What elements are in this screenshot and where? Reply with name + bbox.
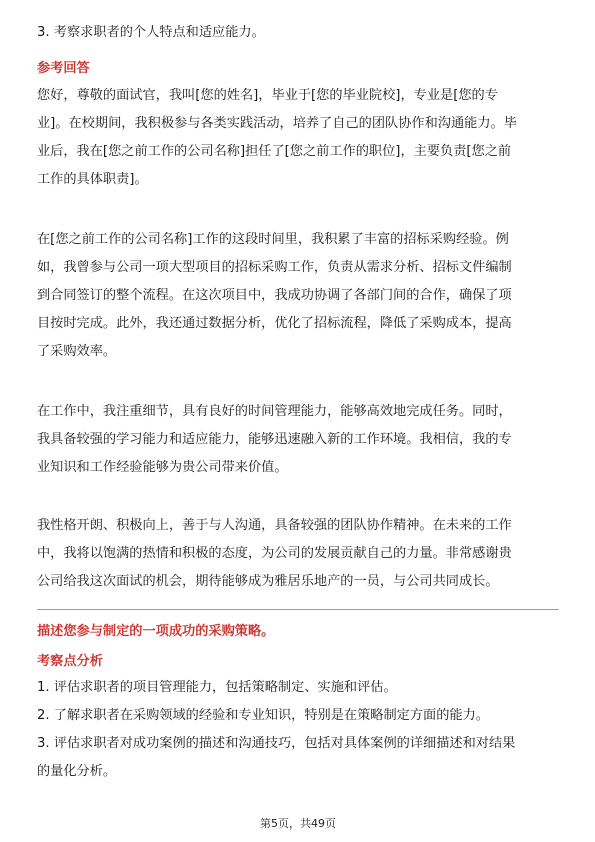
text-line: 目按时完成。此外，我还通过数据分析，优化了招标流程，降低了采购成本，提高 <box>37 316 512 331</box>
list-item: 3. 评估求职者对成功案例的描述和沟通技巧，包括对具体案例的详细描述和对结果 <box>37 736 516 751</box>
text-line: 业]。在校期间，我积极参与各类实践活动，培养了自己的团队协作和沟通能力。毕 <box>37 116 517 131</box>
list-item: 2. 了解求职者在采购领域的经验和专业知识，特别是在策略制定方面的能力。 <box>37 708 489 723</box>
text-line: 我具备较强的学习能力和适应能力，能够迅速融入新的工作环境。我相信，我的专 <box>37 432 512 447</box>
document-page <box>37 0 559 842</box>
page-number: 第5页，共49页 <box>260 817 336 830</box>
text-line: 工作的具体职责]。 <box>37 172 148 187</box>
text-line: 公司给我这次面试的机会，期待能够成为雅居乐地产的一员，与公司共同成长。 <box>37 574 499 589</box>
question-title: 描述您参与制定的一项成功的采购策略。 <box>37 624 275 639</box>
text-line: 如，我曾参与公司一项大型项目的招标采购工作，负责从需求分析、招标文件编制 <box>37 260 512 275</box>
answer-heading: 参考回答 <box>37 61 90 76</box>
text-line: 在[您之前工作的公司名称]工作的这段时间里，我积累了丰富的招标采购经验。例 <box>37 232 509 247</box>
text-line: 到合同签订的整个流程。在这次项目中，我成功协调了各部门间的合作，确保了项 <box>37 288 512 303</box>
section-divider <box>37 609 559 610</box>
text-line: 中，我将以饱满的热情和积极的态度，为公司的发展贡献自己的力量。非常感谢贵 <box>37 546 512 561</box>
question-item: 3. 考察求职者的个人特点和适应能力。 <box>37 25 265 40</box>
text-line: 在工作中，我注重细节，具有良好的时间管理能力，能够高效地完成任务。同时， <box>37 404 512 419</box>
analysis-heading: 考察点分析 <box>37 654 103 669</box>
text-line: 我性格开朗、积极向上，善于与人沟通，具备较强的团队协作精神。在未来的工作 <box>37 518 512 533</box>
text-line: 您好，尊敬的面试官，我叫[您的姓名]，毕业于[您的毕业院校]，专业是[您的专 <box>37 88 498 103</box>
text-line: 了采购效率。 <box>37 344 117 359</box>
list-item: 1. 评估求职者的项目管理能力，包括策略制定、实施和评估。 <box>37 680 397 695</box>
text-line: 业知识和工作经验能够为贵公司带来价值。 <box>37 460 288 475</box>
text-line: 业后，我在[您之前工作的公司名称]担任了[您之前工作的职位]，主要负责[您之前 <box>37 144 512 159</box>
list-item-continuation: 的量化分析。 <box>37 764 117 779</box>
